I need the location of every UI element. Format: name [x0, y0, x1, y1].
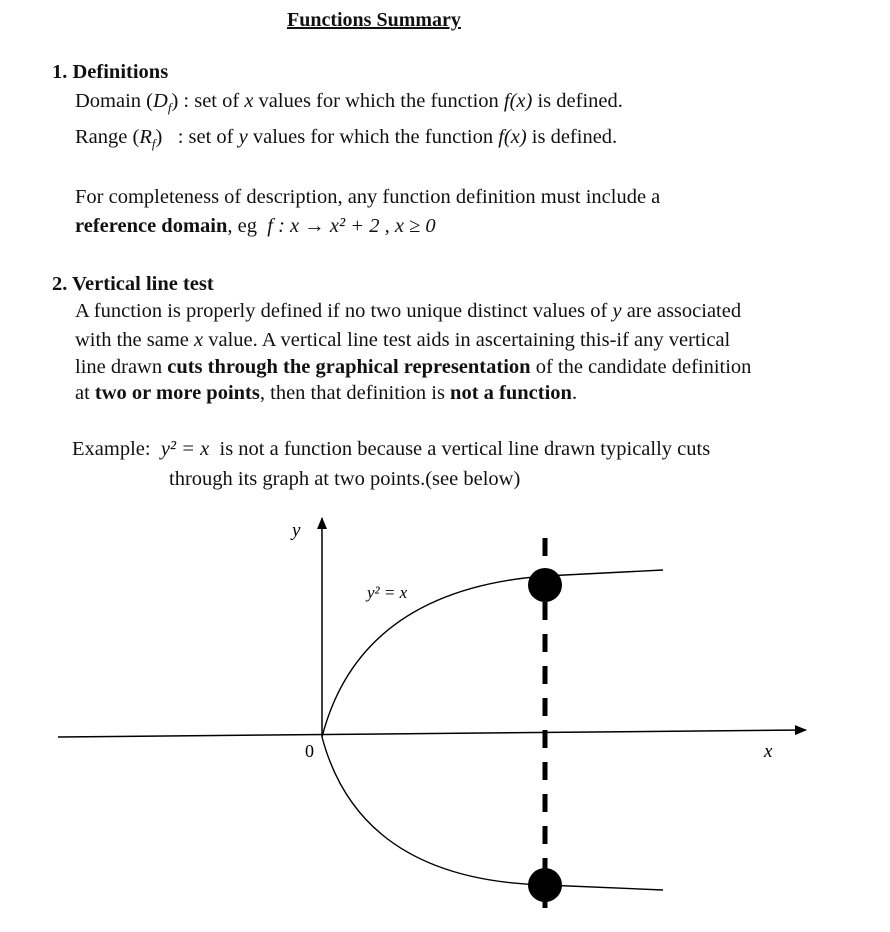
- completeness-line: For completeness of description, any function definition must include a: [75, 186, 661, 208]
- domain-definition: Domain $(D_f)$ : set of x values for which the function f(x) is defined.: [75, 90, 623, 116]
- example-line-2: through its graph at two points.(see below): [169, 468, 521, 490]
- range-fx: f(x): [498, 126, 527, 148]
- vlt-line-1a: A function is properly defined if no two unique distinct values of: [75, 300, 608, 322]
- vlt-line-4-bold2: not a function: [450, 382, 572, 404]
- range-definition: Range $(R_f)$ : set of y values for which the function f(x) is defined.: [75, 126, 618, 152]
- x-axis: [58, 730, 806, 737]
- vlt-line-3-bold: cuts through the graphical representation: [167, 356, 531, 378]
- y-axis-label: y: [292, 520, 301, 541]
- parabola-lower-branch: [322, 737, 663, 890]
- domain-fx: f(x): [503, 90, 533, 112]
- vlt-line-4-bold: two or more points: [94, 382, 260, 404]
- reference-domain-bold: reference domain: [75, 215, 228, 237]
- page-title: Functions Summary: [287, 9, 461, 31]
- example-text: is not a function because a vertical line drawn typically cuts: [219, 438, 711, 460]
- domain-label: Domain: [75, 90, 142, 112]
- example-equation: y² = x: [160, 438, 210, 460]
- domain-tail: is defined.: [537, 90, 623, 112]
- range-tail: is defined.: [531, 126, 618, 148]
- vlt-line-4c: .: [571, 382, 578, 404]
- range-label: Range: [75, 126, 128, 148]
- vlt-line-3b: of the candidate definition: [535, 356, 752, 378]
- curve-label: y² = x: [367, 583, 408, 602]
- range-subscript: f: [151, 136, 156, 152]
- example-label: Example:: [72, 438, 151, 460]
- vlt-line-2-var: x: [194, 329, 204, 351]
- origin-label: 0: [305, 741, 314, 761]
- definitions-heading: 1. Definitions: [52, 61, 169, 83]
- reference-domain-example: f : x → x² + 2 , x ≥ 0: [267, 215, 436, 237]
- vlt-line-3a: line drawn: [75, 356, 163, 378]
- x-axis-label: x: [764, 741, 773, 762]
- vlt-line-4b: , then that definition is: [259, 382, 445, 404]
- vlt-line-2b: value. A vertical line test aids in ascertaining this-if any vertical: [208, 329, 731, 351]
- domain-text: : set of: [183, 90, 240, 112]
- range-text2: values for which the function: [252, 126, 494, 148]
- vlt-line-2a: with the same: [75, 329, 189, 351]
- vertical-line-test-heading: 2. Vertical line test: [52, 273, 214, 295]
- range-text: : set of: [177, 126, 234, 148]
- range-var: y: [238, 126, 248, 148]
- upper-intersection-point: [528, 568, 562, 602]
- range-symbol: R: [139, 126, 152, 148]
- domain-var: x: [244, 90, 254, 112]
- vlt-line-1-var: y: [612, 300, 622, 322]
- lower-intersection-point: [528, 868, 562, 902]
- vlt-line-4a: at: [75, 382, 90, 404]
- domain-symbol: D: [153, 90, 168, 112]
- domain-subscript: f: [167, 100, 172, 116]
- vlt-line-1b: are associated: [626, 300, 742, 322]
- reference-domain-tail: , eg: [227, 215, 257, 237]
- domain-text2: values for which the function: [258, 90, 499, 112]
